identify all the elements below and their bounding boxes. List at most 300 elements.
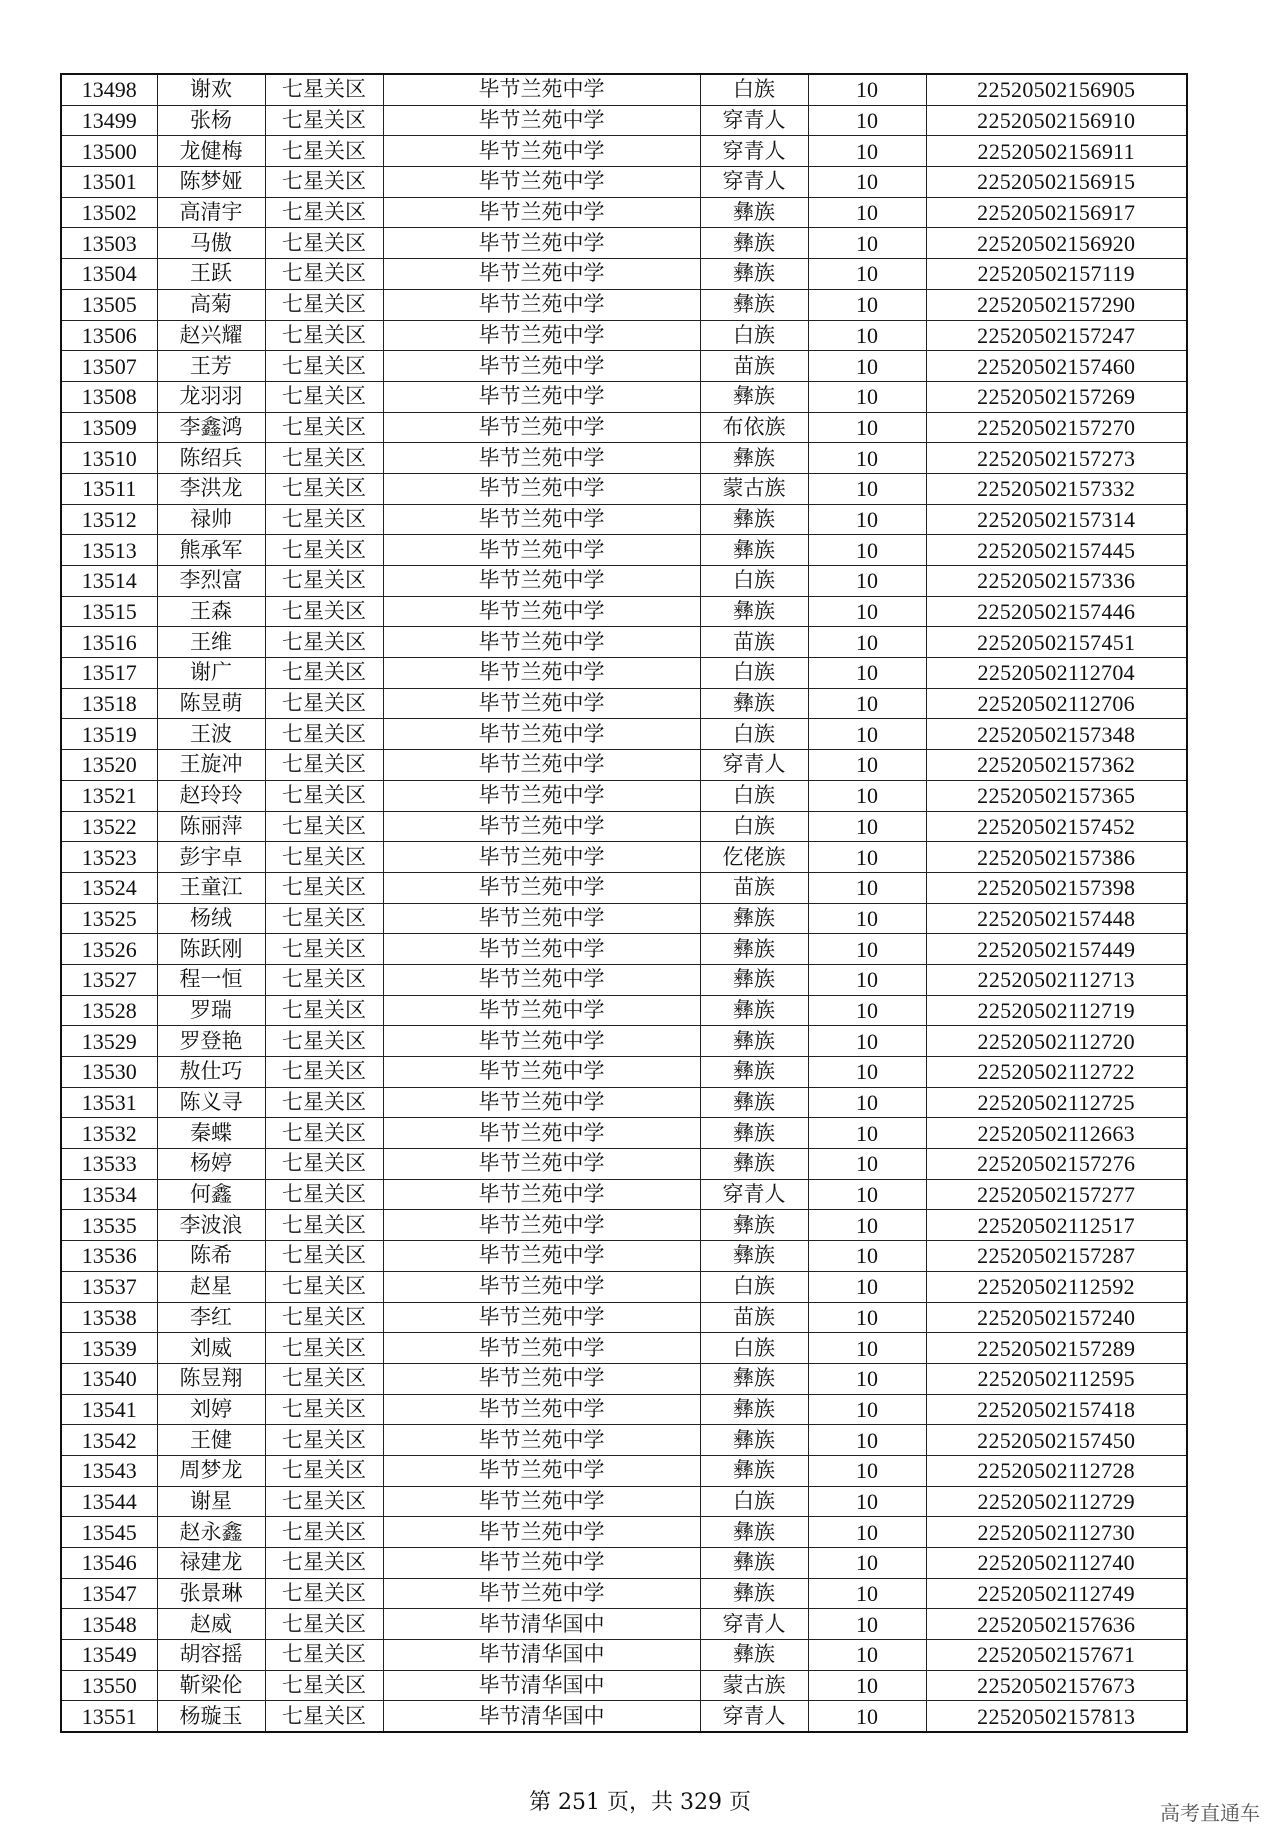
name-cell: 王森: [157, 596, 265, 627]
name-cell: 程一恒: [157, 964, 265, 995]
name-cell: 李鑫鸿: [157, 412, 265, 443]
district-cell: 七星关区: [265, 1425, 383, 1456]
district-cell: 七星关区: [265, 872, 383, 903]
serial-cell: 13500: [61, 136, 157, 167]
district-cell: 七星关区: [265, 1149, 383, 1180]
name-cell: 彭宇卓: [157, 842, 265, 873]
school-cell: 毕节兰苑中学: [383, 811, 700, 842]
serial-cell: 13523: [61, 842, 157, 873]
name-cell: 杨璇玉: [157, 1701, 265, 1732]
score-cell: 10: [808, 1179, 926, 1210]
ethnicity-cell: 白族: [700, 658, 808, 689]
name-cell: 敖仕巧: [157, 1057, 265, 1088]
serial-cell: 13508: [61, 381, 157, 412]
district-cell: 七星关区: [265, 228, 383, 259]
table-row: [61, 842, 1187, 873]
district-cell: 七星关区: [265, 1271, 383, 1302]
serial-cell: 13511: [61, 473, 157, 504]
score-cell: 10: [808, 1701, 926, 1732]
ethnicity-cell: 苗族: [700, 872, 808, 903]
table-row: [61, 934, 1187, 965]
district-cell: 七星关区: [265, 1701, 383, 1732]
name-cell: 禄帅: [157, 504, 265, 535]
score-cell: 10: [808, 1333, 926, 1364]
score-cell: 10: [808, 1087, 926, 1118]
name-cell: 李烈富: [157, 566, 265, 597]
name-cell: 李波浪: [157, 1210, 265, 1241]
score-cell: 10: [808, 842, 926, 873]
ethnicity-cell: 穿青人: [700, 167, 808, 198]
district-cell: 七星关区: [265, 1609, 383, 1640]
name-cell: 陈昱翔: [157, 1363, 265, 1394]
score-cell: 10: [808, 934, 926, 965]
ethnicity-cell: 白族: [700, 320, 808, 351]
exam-number-cell: 22520502157119: [926, 259, 1187, 290]
score-cell: 10: [808, 658, 926, 689]
exam-number-cell: 22520502157336: [926, 566, 1187, 597]
serial-cell: 13515: [61, 596, 157, 627]
table-row: [61, 259, 1187, 290]
district-cell: 七星关区: [265, 750, 383, 781]
name-cell: 张杨: [157, 105, 265, 136]
name-cell: 马傲: [157, 228, 265, 259]
school-cell: 毕节兰苑中学: [383, 504, 700, 535]
exam-number-cell: 22520502157289: [926, 1333, 1187, 1364]
district-cell: 七星关区: [265, 1026, 383, 1057]
score-cell: 10: [808, 289, 926, 320]
table-row: [61, 105, 1187, 136]
district-cell: 七星关区: [265, 1548, 383, 1579]
serial-cell: 13538: [61, 1302, 157, 1333]
exam-number-cell: 22520502157398: [926, 872, 1187, 903]
exam-number-cell: 22520502157452: [926, 811, 1187, 842]
school-cell: 毕节清华国中: [383, 1640, 700, 1671]
ethnicity-cell: 彝族: [700, 1026, 808, 1057]
ethnicity-cell: 彝族: [700, 903, 808, 934]
district-cell: 七星关区: [265, 535, 383, 566]
exam-number-cell: 22520502112722: [926, 1057, 1187, 1088]
table-row: [61, 473, 1187, 504]
school-cell: 毕节兰苑中学: [383, 443, 700, 474]
school-cell: 毕节兰苑中学: [383, 351, 700, 382]
serial-cell: 13528: [61, 995, 157, 1026]
ethnicity-cell: 彝族: [700, 1548, 808, 1579]
name-cell: 陈希: [157, 1241, 265, 1272]
school-cell: 毕节兰苑中学: [383, 1149, 700, 1180]
name-cell: 胡容摇: [157, 1640, 265, 1671]
exam-number-cell: 22520502157813: [926, 1701, 1187, 1732]
exam-number-cell: 22520502112706: [926, 688, 1187, 719]
name-cell: 张景琳: [157, 1578, 265, 1609]
school-cell: 毕节兰苑中学: [383, 1179, 700, 1210]
ethnicity-cell: 彝族: [700, 1118, 808, 1149]
score-cell: 10: [808, 1057, 926, 1088]
school-cell: 毕节兰苑中学: [383, 105, 700, 136]
serial-cell: 13529: [61, 1026, 157, 1057]
serial-cell: 13506: [61, 320, 157, 351]
name-cell: 李洪龙: [157, 473, 265, 504]
name-cell: 陈绍兵: [157, 443, 265, 474]
serial-cell: 13517: [61, 658, 157, 689]
exam-number-cell: 22520502156911: [926, 136, 1187, 167]
table-row: [61, 903, 1187, 934]
school-cell: 毕节兰苑中学: [383, 197, 700, 228]
exam-number-cell: 22520502157673: [926, 1670, 1187, 1701]
district-cell: 七星关区: [265, 995, 383, 1026]
school-cell: 毕节兰苑中学: [383, 167, 700, 198]
name-cell: 高清宇: [157, 197, 265, 228]
district-cell: 七星关区: [265, 1179, 383, 1210]
table-row: [61, 443, 1187, 474]
school-cell: 毕节兰苑中学: [383, 1578, 700, 1609]
serial-cell: 13551: [61, 1701, 157, 1732]
serial-cell: 13542: [61, 1425, 157, 1456]
table-row: [61, 1149, 1187, 1180]
table-row: [61, 320, 1187, 351]
serial-cell: 13521: [61, 780, 157, 811]
ethnicity-cell: 蒙古族: [700, 1670, 808, 1701]
district-cell: 七星关区: [265, 627, 383, 658]
school-cell: 毕节兰苑中学: [383, 259, 700, 290]
score-cell: 10: [808, 750, 926, 781]
ethnicity-cell: 彝族: [700, 197, 808, 228]
school-cell: 毕节兰苑中学: [383, 1548, 700, 1579]
score-cell: 10: [808, 1394, 926, 1425]
score-cell: 10: [808, 1149, 926, 1180]
score-cell: 10: [808, 1517, 926, 1548]
table-row: [61, 780, 1187, 811]
score-cell: 10: [808, 412, 926, 443]
score-cell: 10: [808, 1241, 926, 1272]
school-cell: 毕节兰苑中学: [383, 566, 700, 597]
score-cell: 10: [808, 903, 926, 934]
exam-number-cell: 22520502112749: [926, 1578, 1187, 1609]
district-cell: 七星关区: [265, 1210, 383, 1241]
score-cell: 10: [808, 1118, 926, 1149]
district-cell: 七星关区: [265, 1455, 383, 1486]
school-cell: 毕节兰苑中学: [383, 1394, 700, 1425]
ethnicity-cell: 彝族: [700, 688, 808, 719]
table-row: [61, 688, 1187, 719]
ethnicity-cell: 穿青人: [700, 1179, 808, 1210]
score-cell: 10: [808, 627, 926, 658]
table-row: [61, 1425, 1187, 1456]
exam-number-cell: 22520502156910: [926, 105, 1187, 136]
school-cell: 毕节兰苑中学: [383, 381, 700, 412]
table-row: [61, 1026, 1187, 1057]
score-cell: 10: [808, 1302, 926, 1333]
ethnicity-cell: 白族: [700, 566, 808, 597]
table-row: [61, 1363, 1187, 1394]
score-cell: 10: [808, 381, 926, 412]
name-cell: 赵玲玲: [157, 780, 265, 811]
table-row: [61, 1087, 1187, 1118]
table-row: [61, 719, 1187, 750]
score-cell: 10: [808, 964, 926, 995]
table-row: [61, 1578, 1187, 1609]
name-cell: 熊承军: [157, 535, 265, 566]
exam-number-cell: 22520502157449: [926, 934, 1187, 965]
name-cell: 谢广: [157, 658, 265, 689]
district-cell: 七星关区: [265, 566, 383, 597]
district-cell: 七星关区: [265, 1517, 383, 1548]
score-cell: 10: [808, 197, 926, 228]
name-cell: 龙健梅: [157, 136, 265, 167]
exam-number-cell: 22520502157445: [926, 535, 1187, 566]
exam-number-cell: 22520502157448: [926, 903, 1187, 934]
school-cell: 毕节兰苑中学: [383, 1210, 700, 1241]
district-cell: 七星关区: [265, 1670, 383, 1701]
ethnicity-cell: 彝族: [700, 1087, 808, 1118]
name-cell: 陈梦娅: [157, 167, 265, 198]
ethnicity-cell: 彝族: [700, 995, 808, 1026]
score-cell: 10: [808, 995, 926, 1026]
district-cell: 七星关区: [265, 1394, 383, 1425]
exam-number-cell: 22520502157269: [926, 381, 1187, 412]
district-cell: 七星关区: [265, 1333, 383, 1364]
name-cell: 罗瑞: [157, 995, 265, 1026]
exam-number-cell: 22520502156920: [926, 228, 1187, 259]
score-cell: 10: [808, 473, 926, 504]
exam-number-cell: 22520502112730: [926, 1517, 1187, 1548]
table-row: [61, 167, 1187, 198]
serial-cell: 13518: [61, 688, 157, 719]
exam-number-cell: 22520502157446: [926, 596, 1187, 627]
ethnicity-cell: 穿青人: [700, 105, 808, 136]
name-cell: 何鑫: [157, 1179, 265, 1210]
ethnicity-cell: 彝族: [700, 1210, 808, 1241]
exam-number-cell: 22520502112725: [926, 1087, 1187, 1118]
district-cell: 七星关区: [265, 811, 383, 842]
district-cell: 七星关区: [265, 167, 383, 198]
district-cell: 七星关区: [265, 658, 383, 689]
serial-cell: 13544: [61, 1486, 157, 1517]
name-cell: 罗登艳: [157, 1026, 265, 1057]
ethnicity-cell: 穿青人: [700, 1609, 808, 1640]
ethnicity-cell: 彝族: [700, 1149, 808, 1180]
exam-number-cell: 22520502157348: [926, 719, 1187, 750]
ethnicity-cell: 彝族: [700, 1057, 808, 1088]
score-cell: 10: [808, 596, 926, 627]
table-body: [61, 74, 1187, 1732]
name-cell: 赵兴耀: [157, 320, 265, 351]
district-cell: 七星关区: [265, 105, 383, 136]
serial-cell: 13537: [61, 1271, 157, 1302]
school-cell: 毕节兰苑中学: [383, 842, 700, 873]
school-cell: 毕节兰苑中学: [383, 1087, 700, 1118]
table-row: [61, 1609, 1187, 1640]
serial-cell: 13536: [61, 1241, 157, 1272]
exam-number-cell: 22520502157362: [926, 750, 1187, 781]
name-cell: 赵星: [157, 1271, 265, 1302]
district-cell: 七星关区: [265, 903, 383, 934]
school-cell: 毕节兰苑中学: [383, 1302, 700, 1333]
serial-cell: 13534: [61, 1179, 157, 1210]
school-cell: 毕节兰苑中学: [383, 780, 700, 811]
district-cell: 七星关区: [265, 289, 383, 320]
exam-number-cell: 22520502112595: [926, 1363, 1187, 1394]
name-cell: 周梦龙: [157, 1455, 265, 1486]
roster-sheet: [60, 73, 1186, 1733]
ethnicity-cell: 彝族: [700, 1455, 808, 1486]
name-cell: 刘婷: [157, 1394, 265, 1425]
exam-number-cell: 22520502157314: [926, 504, 1187, 535]
district-cell: 七星关区: [265, 320, 383, 351]
district-cell: 七星关区: [265, 74, 383, 105]
score-cell: 10: [808, 1455, 926, 1486]
name-cell: 王维: [157, 627, 265, 658]
ethnicity-cell: 彝族: [700, 1640, 808, 1671]
exam-number-cell: 22520502157451: [926, 627, 1187, 658]
name-cell: 杨绒: [157, 903, 265, 934]
name-cell: 刘威: [157, 1333, 265, 1364]
serial-cell: 13545: [61, 1517, 157, 1548]
serial-cell: 13526: [61, 934, 157, 965]
table-row: [61, 1118, 1187, 1149]
exam-number-cell: 22520502112704: [926, 658, 1187, 689]
table-row: [61, 381, 1187, 412]
school-cell: 毕节兰苑中学: [383, 903, 700, 934]
ethnicity-cell: 穿青人: [700, 136, 808, 167]
name-cell: 谢星: [157, 1486, 265, 1517]
name-cell: 赵永鑫: [157, 1517, 265, 1548]
serial-cell: 13543: [61, 1455, 157, 1486]
school-cell: 毕节兰苑中学: [383, 289, 700, 320]
ethnicity-cell: 彝族: [700, 443, 808, 474]
serial-cell: 13549: [61, 1640, 157, 1671]
district-cell: 七星关区: [265, 1302, 383, 1333]
exam-number-cell: 22520502157332: [926, 473, 1187, 504]
serial-cell: 13514: [61, 566, 157, 597]
exam-number-cell: 22520502157460: [926, 351, 1187, 382]
ethnicity-cell: 彝族: [700, 1394, 808, 1425]
exam-number-cell: 22520502157277: [926, 1179, 1187, 1210]
district-cell: 七星关区: [265, 1241, 383, 1272]
name-cell: 谢欢: [157, 74, 265, 105]
serial-cell: 13547: [61, 1578, 157, 1609]
table-row: [61, 535, 1187, 566]
exam-number-cell: 22520502157365: [926, 780, 1187, 811]
name-cell: 陈丽萍: [157, 811, 265, 842]
serial-cell: 13548: [61, 1609, 157, 1640]
table-row: [61, 1241, 1187, 1272]
school-cell: 毕节兰苑中学: [383, 1517, 700, 1548]
ethnicity-cell: 穿青人: [700, 1701, 808, 1732]
page-footer: [0, 1790, 1280, 1816]
table-row: [61, 872, 1187, 903]
ethnicity-cell: 白族: [700, 780, 808, 811]
ethnicity-cell: 彝族: [700, 964, 808, 995]
exam-number-cell: 22520502157273: [926, 443, 1187, 474]
school-cell: 毕节清华国中: [383, 1609, 700, 1640]
serial-cell: 13525: [61, 903, 157, 934]
name-cell: 陈义寻: [157, 1087, 265, 1118]
ethnicity-cell: 苗族: [700, 627, 808, 658]
exam-number-cell: 22520502112720: [926, 1026, 1187, 1057]
serial-cell: 13524: [61, 872, 157, 903]
district-cell: 七星关区: [265, 504, 383, 535]
serial-cell: 13519: [61, 719, 157, 750]
ethnicity-cell: 白族: [700, 719, 808, 750]
school-cell: 毕节兰苑中学: [383, 627, 700, 658]
name-cell: 高菊: [157, 289, 265, 320]
table-row: [61, 1701, 1187, 1732]
score-cell: 10: [808, 719, 926, 750]
ethnicity-cell: 白族: [700, 74, 808, 105]
name-cell: 陈昱萌: [157, 688, 265, 719]
exam-number-cell: 22520502112728: [926, 1455, 1187, 1486]
serial-cell: 13539: [61, 1333, 157, 1364]
serial-cell: 13520: [61, 750, 157, 781]
serial-cell: 13502: [61, 197, 157, 228]
school-cell: 毕节兰苑中学: [383, 658, 700, 689]
district-cell: 七星关区: [265, 780, 383, 811]
score-cell: 10: [808, 351, 926, 382]
table-row: [61, 351, 1187, 382]
name-cell: 龙羽羽: [157, 381, 265, 412]
table-row: [61, 228, 1187, 259]
serial-cell: 13516: [61, 627, 157, 658]
name-cell: 王波: [157, 719, 265, 750]
score-cell: 10: [808, 1210, 926, 1241]
table-row: [61, 1057, 1187, 1088]
school-cell: 毕节兰苑中学: [383, 412, 700, 443]
table-row: [61, 1486, 1187, 1517]
serial-cell: 13512: [61, 504, 157, 535]
ethnicity-cell: 彝族: [700, 1517, 808, 1548]
ethnicity-cell: 彝族: [700, 1425, 808, 1456]
exam-number-cell: 22520502112663: [926, 1118, 1187, 1149]
exam-number-cell: 22520502157386: [926, 842, 1187, 873]
score-cell: 10: [808, 872, 926, 903]
serial-cell: 13509: [61, 412, 157, 443]
school-cell: 毕节兰苑中学: [383, 934, 700, 965]
score-cell: 10: [808, 1271, 926, 1302]
ethnicity-cell: 白族: [700, 1486, 808, 1517]
serial-cell: 13513: [61, 535, 157, 566]
ethnicity-cell: 彝族: [700, 596, 808, 627]
serial-cell: 13522: [61, 811, 157, 842]
score-cell: 10: [808, 167, 926, 198]
serial-cell: 13503: [61, 228, 157, 259]
score-cell: 10: [808, 566, 926, 597]
school-cell: 毕节清华国中: [383, 1701, 700, 1732]
ethnicity-cell: 白族: [700, 811, 808, 842]
score-cell: 10: [808, 1486, 926, 1517]
exam-number-cell: 22520502157287: [926, 1241, 1187, 1272]
district-cell: 七星关区: [265, 1363, 383, 1394]
name-cell: 王健: [157, 1425, 265, 1456]
ethnicity-cell: 彝族: [700, 289, 808, 320]
district-cell: 七星关区: [265, 197, 383, 228]
ethnicity-cell: 彝族: [700, 259, 808, 290]
serial-cell: 13546: [61, 1548, 157, 1579]
school-cell: 毕节兰苑中学: [383, 1486, 700, 1517]
exam-number-cell: 22520502112729: [926, 1486, 1187, 1517]
school-cell: 毕节兰苑中学: [383, 688, 700, 719]
exam-number-cell: 22520502112517: [926, 1210, 1187, 1241]
district-cell: 七星关区: [265, 964, 383, 995]
serial-cell: 13501: [61, 167, 157, 198]
exam-number-cell: 22520502112592: [926, 1271, 1187, 1302]
school-cell: 毕节兰苑中学: [383, 535, 700, 566]
exam-number-cell: 22520502156915: [926, 167, 1187, 198]
district-cell: 七星关区: [265, 934, 383, 965]
exam-number-cell: 22520502157270: [926, 412, 1187, 443]
table-row: [61, 995, 1187, 1026]
table-row: [61, 627, 1187, 658]
serial-cell: 13541: [61, 1394, 157, 1425]
